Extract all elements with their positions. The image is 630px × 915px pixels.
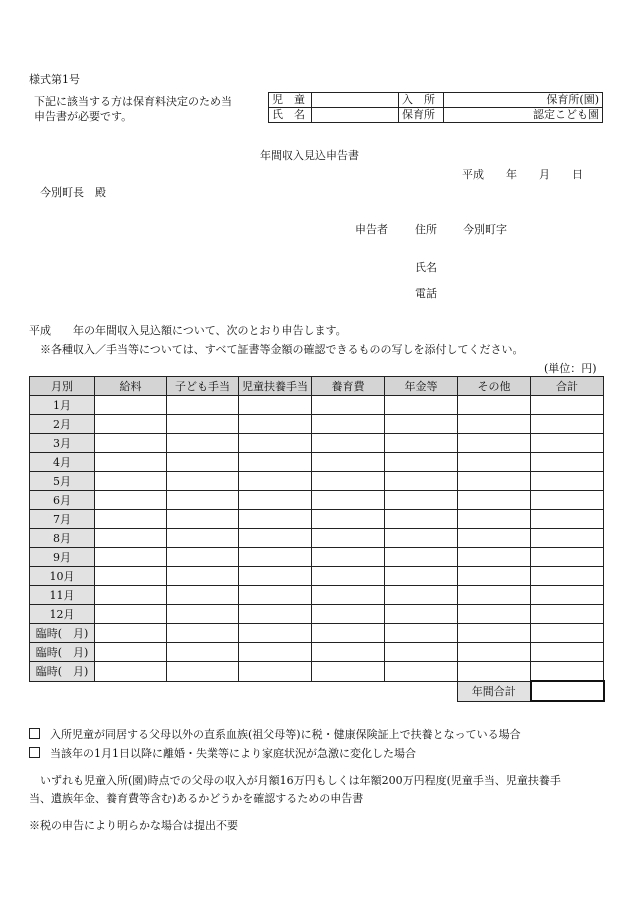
amount-cell[interactable] bbox=[95, 643, 167, 662]
amount-cell[interactable] bbox=[239, 396, 312, 415]
column-header: 養育費 bbox=[312, 377, 385, 396]
amount-cell[interactable] bbox=[312, 529, 385, 548]
table-row bbox=[30, 548, 604, 567]
amount-cell[interactable] bbox=[531, 510, 604, 529]
amount-cell[interactable] bbox=[312, 548, 385, 567]
name-label: 氏名 bbox=[415, 261, 437, 274]
condition-2[interactable] bbox=[29, 745, 416, 761]
table-row bbox=[30, 529, 604, 548]
amount-cell[interactable] bbox=[531, 605, 604, 624]
month-label: 7月 bbox=[30, 510, 95, 529]
amount-cell[interactable] bbox=[167, 453, 239, 472]
notice-line-2: 申告書が必要です。 bbox=[34, 110, 133, 123]
table-row bbox=[30, 624, 604, 643]
notice-text bbox=[34, 94, 232, 124]
amount-cell[interactable] bbox=[312, 662, 385, 682]
amount-cell[interactable] bbox=[239, 472, 312, 491]
amount-cell[interactable] bbox=[458, 662, 531, 682]
month-label: 9月 bbox=[30, 548, 95, 567]
amount-cell[interactable] bbox=[95, 586, 167, 605]
amount-cell[interactable] bbox=[385, 491, 458, 510]
amount-cell[interactable] bbox=[312, 643, 385, 662]
amount-cell[interactable] bbox=[312, 415, 385, 434]
form-number: 様式第1号 bbox=[29, 73, 80, 86]
amount-cell[interactable] bbox=[458, 548, 531, 567]
declarant-label: 申告者 bbox=[355, 223, 388, 236]
column-header: 子ども手当 bbox=[167, 377, 239, 396]
column-header: 月別 bbox=[30, 377, 95, 396]
child-label: 児 童 bbox=[269, 93, 312, 108]
amount-cell[interactable] bbox=[312, 396, 385, 415]
amount-cell[interactable] bbox=[531, 643, 604, 662]
month-label: 10月 bbox=[30, 567, 95, 586]
table-row bbox=[30, 491, 604, 510]
amount-cell[interactable] bbox=[458, 396, 531, 415]
amount-cell[interactable] bbox=[239, 662, 312, 682]
income-table bbox=[29, 376, 605, 702]
table-row bbox=[30, 605, 604, 624]
column-header: その他 bbox=[458, 377, 531, 396]
amount-cell[interactable] bbox=[458, 491, 531, 510]
amount-cell[interactable] bbox=[239, 548, 312, 567]
purpose-line-1: いずれも児童入所(園)時点での父母の収入が月額16万円もしくは年額200万円程度(児童手当、児童扶養手 bbox=[40, 774, 561, 787]
notice-line-1: 下記に該当する方は保育料決定のため当 bbox=[34, 95, 232, 108]
column-header: 給料 bbox=[95, 377, 167, 396]
condition-2-checkbox[interactable] bbox=[29, 747, 40, 758]
table-row bbox=[30, 567, 604, 586]
child-info-table bbox=[268, 92, 603, 123]
table-row bbox=[30, 415, 604, 434]
child-name-field[interactable] bbox=[312, 93, 399, 108]
amount-cell[interactable] bbox=[458, 510, 531, 529]
amount-cell[interactable] bbox=[458, 529, 531, 548]
amount-cell[interactable] bbox=[312, 434, 385, 453]
table-row bbox=[30, 396, 604, 415]
amount-cell[interactable] bbox=[312, 472, 385, 491]
declaration-text: 平成 年の年間収入見込額について、次のとおり申告します。 bbox=[29, 324, 347, 337]
column-header: 児童扶養手当 bbox=[239, 377, 312, 396]
annual-total-label: 年間合計 bbox=[458, 681, 531, 701]
amount-cell[interactable] bbox=[95, 434, 167, 453]
amount-cell[interactable] bbox=[312, 510, 385, 529]
facility-type-nursery[interactable]: 保育所(園) bbox=[444, 93, 603, 108]
addressee: 今別町長 殿 bbox=[40, 186, 106, 199]
amount-cell[interactable] bbox=[239, 643, 312, 662]
amount-cell[interactable] bbox=[167, 472, 239, 491]
amount-cell[interactable] bbox=[312, 491, 385, 510]
amount-cell[interactable] bbox=[167, 567, 239, 586]
amount-cell[interactable] bbox=[531, 586, 604, 605]
month-label: 3月 bbox=[30, 434, 95, 453]
amount-cell[interactable] bbox=[385, 567, 458, 586]
amount-cell[interactable] bbox=[385, 586, 458, 605]
amount-cell[interactable] bbox=[312, 567, 385, 586]
amount-cell[interactable] bbox=[458, 453, 531, 472]
amount-cell[interactable] bbox=[239, 491, 312, 510]
amount-cell[interactable] bbox=[239, 453, 312, 472]
footnote: ※税の申告により明らかな場合は提出不要 bbox=[29, 819, 238, 832]
amount-cell[interactable] bbox=[458, 643, 531, 662]
month-label: 8月 bbox=[30, 529, 95, 548]
amount-cell[interactable] bbox=[385, 396, 458, 415]
amount-cell[interactable] bbox=[458, 415, 531, 434]
column-header: 年金等 bbox=[385, 377, 458, 396]
column-header: 合計 bbox=[531, 377, 604, 396]
amount-cell[interactable] bbox=[239, 415, 312, 434]
amount-cell[interactable] bbox=[385, 434, 458, 453]
amount-cell[interactable] bbox=[167, 643, 239, 662]
amount-cell[interactable] bbox=[312, 605, 385, 624]
month-label: 1月 bbox=[30, 396, 95, 415]
facility-type-kodomoen[interactable]: 認定こども園 bbox=[444, 108, 603, 123]
amount-cell[interactable] bbox=[167, 434, 239, 453]
amount-cell[interactable] bbox=[458, 605, 531, 624]
amount-cell[interactable] bbox=[95, 510, 167, 529]
amount-cell[interactable] bbox=[312, 453, 385, 472]
amount-cell[interactable] bbox=[95, 567, 167, 586]
amount-cell[interactable] bbox=[385, 548, 458, 567]
month-label: 11月 bbox=[30, 586, 95, 605]
amount-cell[interactable] bbox=[385, 472, 458, 491]
child-name-label: 氏 名 bbox=[269, 108, 312, 123]
amount-cell[interactable] bbox=[95, 415, 167, 434]
amount-cell[interactable] bbox=[239, 434, 312, 453]
amount-cell[interactable] bbox=[95, 548, 167, 567]
table-row bbox=[30, 662, 604, 682]
amount-cell[interactable] bbox=[385, 529, 458, 548]
month-label: 12月 bbox=[30, 605, 95, 624]
amount-cell[interactable] bbox=[385, 624, 458, 643]
address-value[interactable]: 今別町字 bbox=[463, 223, 507, 236]
amount-cell[interactable] bbox=[95, 529, 167, 548]
amount-cell[interactable] bbox=[167, 624, 239, 643]
amount-cell[interactable] bbox=[167, 662, 239, 682]
amount-cell[interactable] bbox=[531, 472, 604, 491]
amount-cell[interactable] bbox=[385, 510, 458, 529]
amount-cell[interactable] bbox=[167, 510, 239, 529]
amount-cell[interactable] bbox=[385, 643, 458, 662]
facility-label: 入 所 bbox=[399, 93, 444, 108]
amount-cell[interactable] bbox=[458, 567, 531, 586]
condition-1-text: 入所児童が同居する父母以外の直系血族(祖父母等)に税・健康保険証上で扶養となっている場合 bbox=[50, 728, 521, 741]
amount-cell[interactable] bbox=[167, 491, 239, 510]
amount-cell[interactable] bbox=[385, 605, 458, 624]
amount-cell[interactable] bbox=[385, 662, 458, 682]
amount-cell[interactable] bbox=[458, 586, 531, 605]
condition-1[interactable] bbox=[29, 726, 521, 742]
amount-cell[interactable] bbox=[167, 396, 239, 415]
spacer bbox=[30, 681, 458, 701]
month-label: 4月 bbox=[30, 453, 95, 472]
amount-cell[interactable] bbox=[531, 624, 604, 643]
amount-cell[interactable] bbox=[239, 624, 312, 643]
phone-label: 電話 bbox=[415, 287, 437, 300]
annual-total-row bbox=[30, 681, 604, 701]
annual-total-field[interactable] bbox=[531, 681, 604, 701]
amount-cell[interactable] bbox=[239, 586, 312, 605]
condition-1-checkbox[interactable] bbox=[29, 728, 40, 739]
amount-cell[interactable] bbox=[312, 586, 385, 605]
amount-cell[interactable] bbox=[95, 396, 167, 415]
amount-cell[interactable] bbox=[167, 548, 239, 567]
amount-cell[interactable] bbox=[95, 453, 167, 472]
amount-cell[interactable] bbox=[95, 624, 167, 643]
amount-cell[interactable] bbox=[95, 491, 167, 510]
amount-cell[interactable] bbox=[531, 434, 604, 453]
amount-cell[interactable] bbox=[531, 453, 604, 472]
address-label: 住所 bbox=[415, 223, 437, 236]
unit-label: (単位：円) bbox=[544, 362, 597, 375]
month-label: 臨時( 月) bbox=[30, 624, 95, 643]
amount-cell[interactable] bbox=[531, 662, 604, 682]
amount-cell[interactable] bbox=[95, 662, 167, 682]
amount-cell[interactable] bbox=[239, 605, 312, 624]
table-row bbox=[30, 643, 604, 662]
month-label: 臨時( 月) bbox=[30, 662, 95, 682]
facility-name-label: 保育所 bbox=[399, 108, 444, 123]
table-row bbox=[30, 586, 604, 605]
amount-cell[interactable] bbox=[531, 548, 604, 567]
amount-cell[interactable] bbox=[239, 510, 312, 529]
amount-cell[interactable] bbox=[167, 529, 239, 548]
amount-cell[interactable] bbox=[531, 529, 604, 548]
amount-cell[interactable] bbox=[458, 434, 531, 453]
amount-cell[interactable] bbox=[95, 472, 167, 491]
month-label: 2月 bbox=[30, 415, 95, 434]
table-row bbox=[30, 453, 604, 472]
month-label: 6月 bbox=[30, 491, 95, 510]
amount-cell[interactable] bbox=[531, 396, 604, 415]
table-row bbox=[30, 472, 604, 491]
child-name-field-2[interactable] bbox=[312, 108, 399, 123]
page-title: 年間収入見込申告書 bbox=[260, 149, 359, 162]
amount-cell[interactable] bbox=[385, 453, 458, 472]
amount-cell[interactable] bbox=[239, 529, 312, 548]
date-line[interactable]: 平成 年 月 日 bbox=[462, 168, 583, 181]
amount-cell[interactable] bbox=[458, 624, 531, 643]
amount-cell[interactable] bbox=[167, 586, 239, 605]
condition-2-text: 当該年の1月1日以降に離婚・失業等により家庭状況が急激に変化した場合 bbox=[50, 747, 416, 760]
attachment-note: ※各種収入／手当等については、すべて証書等金額の確認できるものの写しを添付してください。 bbox=[40, 343, 524, 356]
amount-cell[interactable] bbox=[458, 472, 531, 491]
amount-cell[interactable] bbox=[239, 567, 312, 586]
table-row bbox=[30, 510, 604, 529]
amount-cell[interactable] bbox=[531, 415, 604, 434]
purpose-line-2: 当、遺族年金、養育費等含む)あるかどうかを確認するための申告書 bbox=[29, 792, 364, 805]
amount-cell[interactable] bbox=[531, 491, 604, 510]
amount-cell[interactable] bbox=[167, 605, 239, 624]
amount-cell[interactable] bbox=[95, 605, 167, 624]
amount-cell[interactable] bbox=[167, 415, 239, 434]
month-label: 5月 bbox=[30, 472, 95, 491]
table-row bbox=[30, 434, 604, 453]
amount-cell[interactable] bbox=[385, 415, 458, 434]
month-label: 臨時( 月) bbox=[30, 643, 95, 662]
amount-cell[interactable] bbox=[312, 624, 385, 643]
amount-cell[interactable] bbox=[531, 567, 604, 586]
